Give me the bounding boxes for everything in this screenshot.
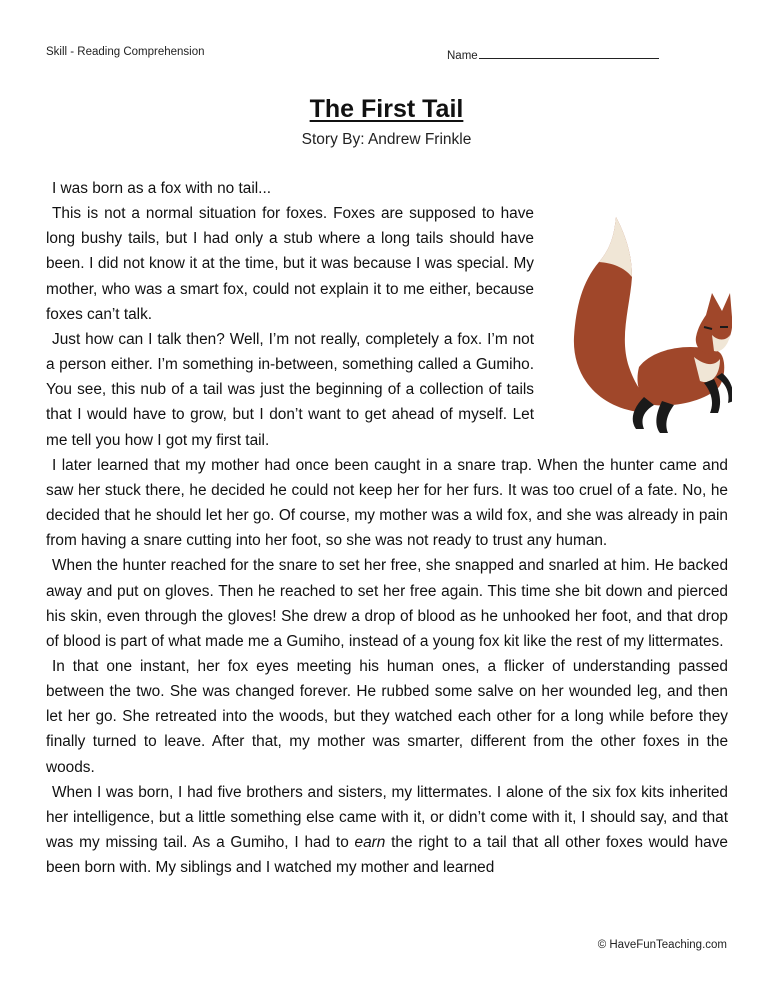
skill-label: Skill - Reading Comprehension (46, 46, 205, 58)
story-title: The First Tail (309, 95, 464, 123)
name-line[interactable] (479, 46, 659, 59)
paragraph-1: I was born as a fox with no tail... (52, 180, 271, 197)
paragraph-7 (46, 780, 728, 881)
paragraph-4: I later learned that my mother had once been caught in a snare trap. When the hunter came and saw her stuck there, he decided he could not keep her for her furs. It was too cruel of a fate. No, he decided that he should let her go. Of course, my mother was a wild fox, and she was already in pain from having a snare cutting into her foot, so she was not ready to trust any human. (46, 456, 728, 550)
paragraph-6: In that one instant, her fox eyes meeting his human ones, a flicker of understanding passed between the two. She was changed forever. He rubbed some salve on her wounded leg, and then let her go. She retreated into the woods, but they watched each other for a long while before they finally turned to leave. After that, my mother was smarter, different from the other foxes in the woods. (46, 657, 728, 776)
paragraph-2: This is not a normal situation for foxes. Foxes are supposed to have long bushy tails, but I had only a stub where a long tails should have been. I did not know it at the time, but it was because I was special. My mother, who was a smart fox, could not explain it to me either, because foxes can’t talk. (46, 205, 534, 323)
copyright-footer: © HaveFunTeaching.com (597, 939, 727, 951)
emphasis-word: earn (354, 834, 386, 852)
paragraph-5: When the hunter reached for the snare to set her free, she snapped and snarled at him. He backed away and put on gloves. Then he reached to set her free again. This time she bit down and pierced his skin, even through the gloves! She drew a drop of blood as he unhooked her foot, and that drop of blood is part of what made me a Gumiho, instead of a young fox kit like the rest of my littermates. (46, 557, 728, 650)
name-field[interactable] (447, 46, 659, 62)
story-body (46, 176, 728, 880)
paragraph-7-text-b: the right to a tail that all other foxes would have been born with. My siblings and I watched my mother and learned (46, 834, 728, 877)
paragraph-3: Just how can I talk then? Well, I’m not really, completely a fox. I’m not a person either. I’m something in-between, something called a Gumiho. You see, this nub of a tail was just the beginning of a collection of tails that I would have to grow, but I don’t want to get ahead of myself. Let me tell you how I got my first tail. (46, 330, 534, 449)
name-label: Name (447, 50, 478, 62)
story-byline: Story By: Andrew Frinkle (301, 131, 472, 148)
worksheet-header (46, 46, 661, 62)
fox-icon (544, 207, 732, 442)
paragraph-7-text-a: When I was born, I had five brothers and sisters, my littermates. I alone of the six fox kits inherited her intelligence, but a little something else came with it, or didn’t come with it, I should say, and that was my missing tail. As a Gumiho, I had to (46, 783, 728, 852)
